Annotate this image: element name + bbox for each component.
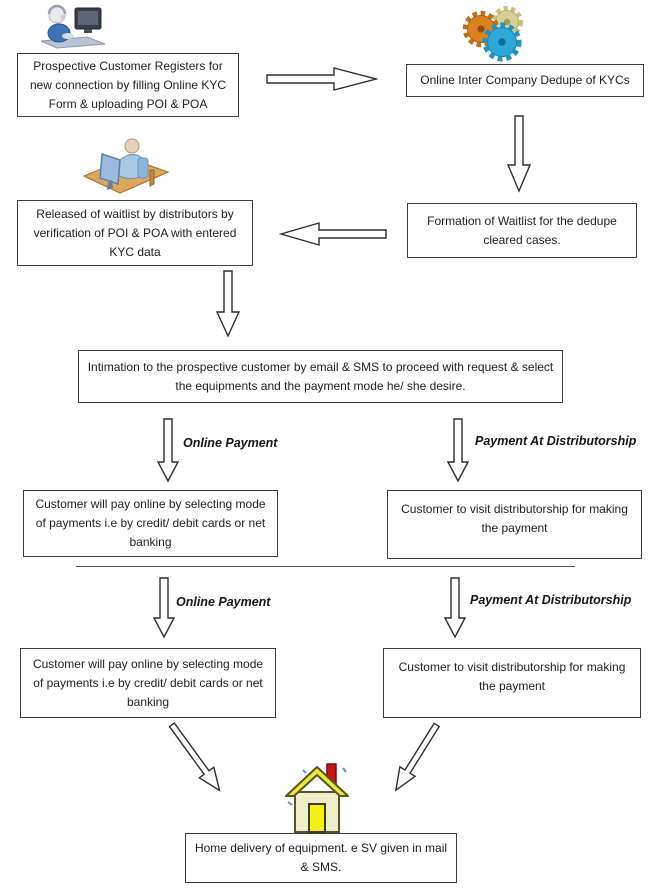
node-visit-distributor-2: Customer to visit distributorship for making the payment xyxy=(383,648,641,718)
label-online-payment-1: Online Payment xyxy=(183,436,278,450)
arrow-online-to-delivery xyxy=(163,718,229,798)
node-home-delivery: Home delivery of equipment. e SV given in mail & SMS. xyxy=(185,833,457,883)
node-register: Prospective Customer Registers for new connection by filling Online KYC Form & uploading POI & POA xyxy=(17,53,239,117)
arrow-distributor-payment-1 xyxy=(447,418,469,483)
arrow-online-payment-2 xyxy=(153,577,175,639)
distributor-at-computer-icon xyxy=(80,138,172,195)
label-payment-at-distributorship-2: Payment At Distributorship xyxy=(470,593,632,607)
node-dedupe: Online Inter Company Dedupe of KYCs xyxy=(406,64,644,97)
label-online-payment-2: Online Payment xyxy=(176,595,271,609)
customer-at-computer-icon xyxy=(35,3,107,49)
node-visit-distributor-1: Customer to visit distributorship for making the payment xyxy=(387,490,642,559)
gears-icon xyxy=(457,2,557,62)
arrow-release-to-intimation xyxy=(215,270,241,338)
node-waitlist-formation: Formation of Waitlist for the dedupe cleared cases. xyxy=(407,203,637,258)
arrow-distributor-payment-2 xyxy=(444,577,466,639)
label-payment-at-distributorship-1: Payment At Distributorship xyxy=(475,434,637,448)
section-divider xyxy=(76,566,575,567)
arrow-register-to-dedupe xyxy=(266,66,378,92)
house-icon xyxy=(283,760,351,834)
arrow-dedupe-to-waitlist xyxy=(506,115,532,193)
node-waitlist-release: Released of waitlist by distributors by verification of POI & POA with entered KYC data xyxy=(17,200,253,266)
node-intimation: Intimation to the prospective customer by email & SMS to proceed with request & select the equipments and the payment mode he/ she desire. xyxy=(78,350,563,403)
node-pay-online-1: Customer will pay online by selecting mode of payments i.e by credit/ debit cards or net banking xyxy=(23,490,278,557)
node-pay-online-2: Customer will pay online by selecting mode of payments i.e by credit/ debit cards or net banking xyxy=(20,648,276,718)
arrow-waitlist-to-release xyxy=(279,221,387,247)
arrow-online-payment-1 xyxy=(157,418,179,483)
arrow-distributor-to-delivery xyxy=(386,719,445,797)
